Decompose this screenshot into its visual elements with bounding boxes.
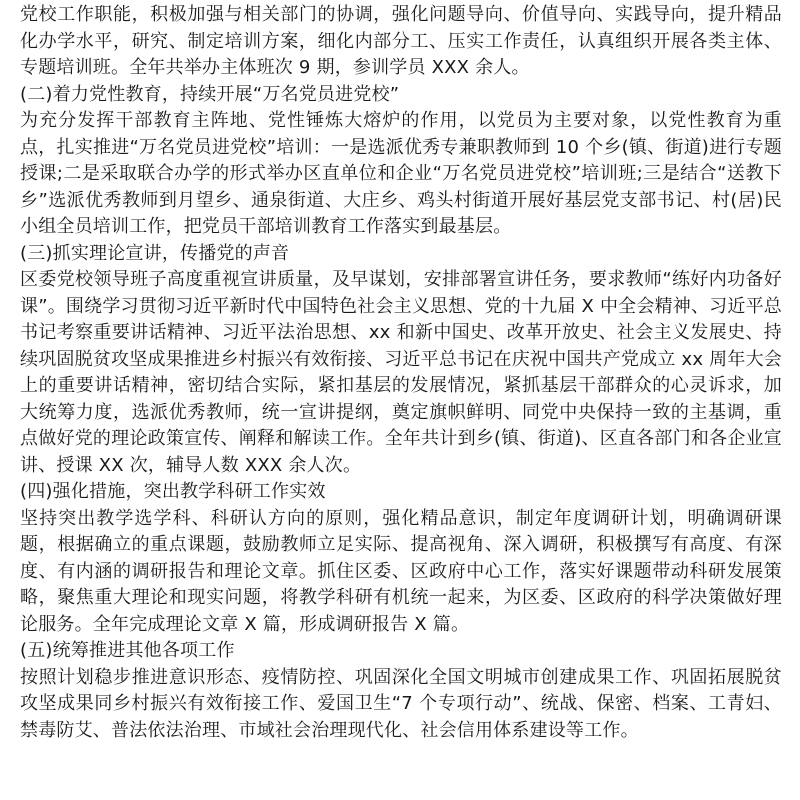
section-heading-theory-lectures: (三)抓实理论宣讲，传播党的声音 [20,242,290,264]
document-body [20,2,782,744]
section-heading-party-education: (二)着力党性教育，持续开展“万名党员进党校” [20,83,400,105]
section-heading-other-work: (五)统筹推进其他各项工作 [20,640,235,661]
paragraph-party-school-functions: 党校工作职能，积极加强与相关部门的协调，强化问题导向、价值导向、实践导向，提升精品化办学水平，研究、制定培训方案，细化内部分工、压实工作责任，认真组织开展各类主体、专题培训班。全年共举办主体班次 9 期，参训学员 XXX 余人。 [20,4,782,78]
paragraph-theory-lectures: 区委党校领导班子高度重视宣讲质量，及早谋划，安排部署宣讲任务，要求教师“练好内功备好课”。围绕学习贯彻习近平新时代中国特色社会主义思想、党的十九届 X 中全会精神、习近平总书记考察重要讲话精神、习近平法治思想、xx 和新中国史、改革开放史、社会主义发展史、持续巩固脱贫攻坚成果推进乡村振兴有效衔接、习近平总书记在庆祝中国共产党成立 xx 周年大会上的重要讲话精神，密切结合实际，紧扣基层的发展情况，紧抓基层干部群众的心灵诉求，加大统筹力度，选派优秀教师，统一宣讲提纲，奠定旗帜鲜明、同党中央保持一致的主基调，重点做好党的理论政策宣传、阐释和解读工作。全年共计到乡(镇、街道)、区直各部门和各企业宣讲、授课 XX 次，辅导人数 XXX 余人次。 [20,269,782,476]
paragraph-other-work: 按照计划稳步推进意识形态、疫情防控、巩固深化全国文明城市创建成果工作、巩固拓展脱贫攻坚成果同乡村振兴有效衔接工作、爱国卫生“7 个专项行动”、统战、保密、档案、工青妇、禁毒防艾、普法依法治理、市域社会治理现代化、社会信用体系建设等工作。 [20,666,782,741]
paragraph-party-education: 为充分发挥干部教育主阵地、党性锤炼大熔炉的作用，以党员为主要对象，以党性教育为重点，扎实推进“万名党员进党校”培训：一是选派优秀专兼职教师到 10 个乡(镇、街道)进行专题授课;二是采取联合办学的形式举办区直单位和企业“万名党员进党校”培训班;三是结合“送教下乡”选派优秀教师到月望乡、通泉街道、大庄乡、鸡头村街道开展好基层党支部书记、村(居)民小组全员培训工作，把党员干部培训教育工作落实到最基层。 [20,110,782,237]
paragraph-teaching-research: 坚持突出教学选学科、科研认方向的原则，强化精品意识，制定年度调研计划，明确调研课题，根据确立的重点课题，鼓励教师立足实际、提高视角、深入调研，积极撰写有高度、有深度、有内涵的调研报告和理论文章。抓住区委、区政府中心工作，落实好课题带动科研发展策略，聚焦重大理论和现实问题，将教学科研有机统一起来，为区委、区政府的科学决策做好理论服务。全年完成理论文章 X 篇，形成调研报告 X 篇。 [20,507,782,635]
section-heading-teaching-research: (四)强化措施，突出教学科研工作实效 [20,481,326,502]
